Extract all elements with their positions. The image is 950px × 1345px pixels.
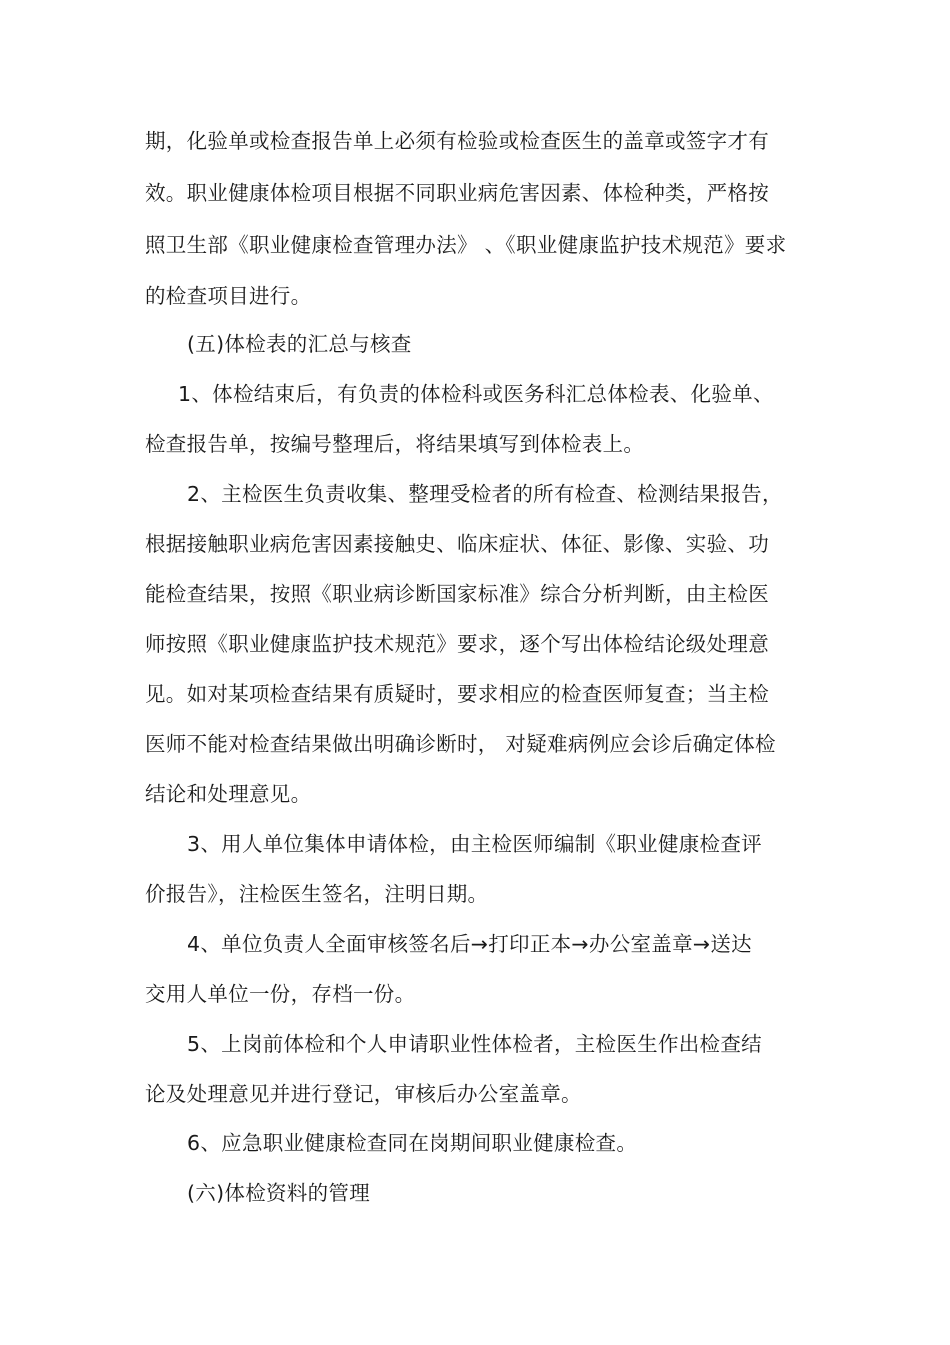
item-3-line-1: 3、用人单位集体申请体检，由主检医师编制《职业健康检查评 [187,832,762,856]
paragraph-line-continuation-2: 效。职业健康体检项目根据不同职业病危害因素、体检种类，严格按 [145,181,769,205]
item-3-line-2: 价报告》，注检医生签名，注明日期。 [145,882,489,906]
item-2-line-6: 医师不能对检查结果做出明确诊断时， 对疑难病例应会诊后确定体检 [145,732,776,756]
item-2-line-3: 能检查结果，按照《职业病诊断国家标准》综合分析判断，由主检医 [145,582,769,606]
item-2-line-5: 见。如对某项检查结果有质疑时，要求相应的检查医师复查；当主检 [145,682,769,706]
item-5-line-2: 论及处理意见并进行登记，审核后办公室盖章。 [145,1082,582,1106]
paragraph-line-continuation-1: 期，化验单或检查报告单上必须有检验或检查医生的盖章或签字才有 [145,129,769,153]
item-2-line-7: 结论和处理意见。 [145,782,312,806]
section-heading-6: (六)体检资料的管理 [187,1181,370,1205]
item-4-line-1: 4、单位负责人全面审核签名后→打印正本→办公室盖章→送达 [187,932,752,956]
item-2-line-1: 2、主检医生负责收集、整理受检者的所有检查、检测结果报告， [187,482,783,506]
item-2-line-2: 根据接触职业病危害因素接触史、临床症状、体征、影像、实验、功 [145,532,769,556]
paragraph-line-continuation-3: 照卫生部《职业健康检查管理办法》 、《职业健康监护技术规范》要求 [145,233,787,257]
item-6-line-1: 6、应急职业健康检查同在岗期间职业健康检查。 [187,1131,638,1155]
paragraph-line-continuation-4: 的检查项目进行。 [145,284,312,308]
item-5-line-1: 5、上岗前体检和个人申请职业性体检者，主检医生作出检查结 [187,1032,762,1056]
item-4-line-2: 交用人单位一份，存档一份。 [145,982,416,1006]
item-2-line-4: 师按照《职业健康监护技术规范》要求，逐个写出体检结论级处理意 [145,632,769,656]
item-1-line-2: 检查报告单，按编号整理后，将结果填写到体检表上。 [145,432,645,456]
section-heading-5: (五)体检表的汇总与核查 [187,332,412,356]
item-1-line-1: 1、体检结束后，有负责的体检科或医务科汇总体检表、化验单、 [178,382,774,406]
